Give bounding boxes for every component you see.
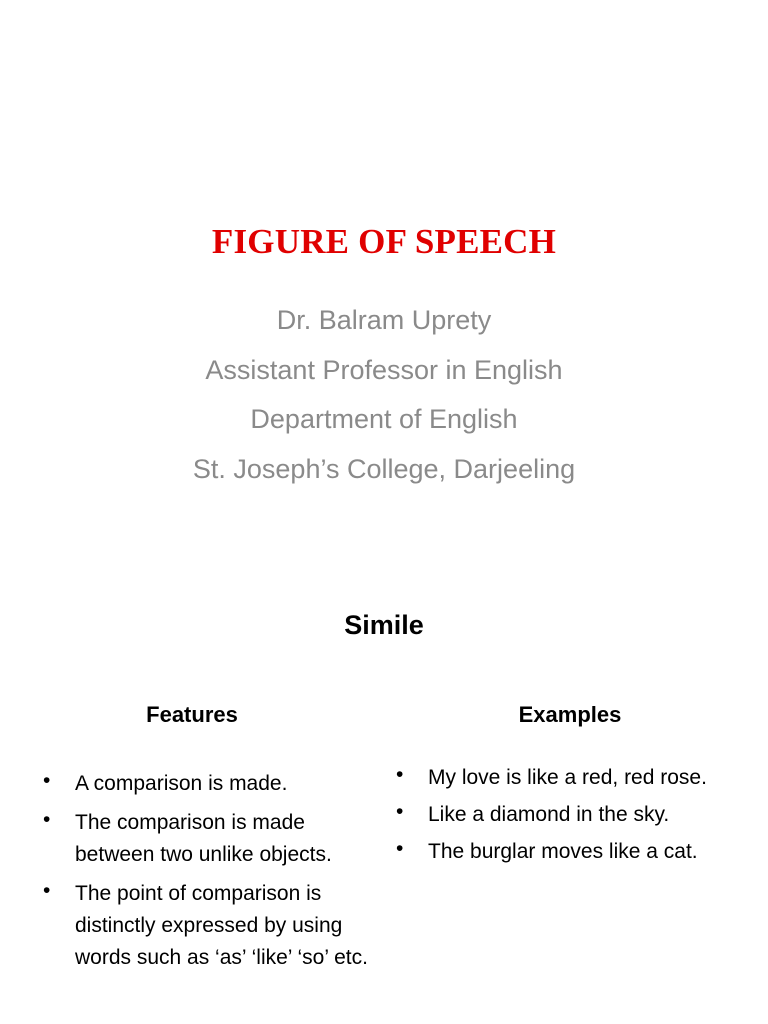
examples-list	[396, 762, 726, 873]
simile-title: Simile	[344, 610, 424, 640]
feature-item: • The point of comparison is distinctly expressed by using words such as ‘as’ ‘like’ ‘so’ etc.	[43, 878, 373, 974]
slide-title: FIGURE OF SPEECH	[211, 222, 557, 261]
slide-subtitle	[0, 296, 768, 494]
feature-item: • A comparison is made.	[43, 768, 373, 800]
author-name: Dr. Balram Uprety	[276, 305, 492, 335]
feature-item: • The comparison is made between two unlike objects.	[43, 807, 373, 871]
example-item: • My love is like a red, red rose.	[396, 762, 726, 794]
features-heading: Features	[146, 702, 238, 727]
author-position: Assistant Professor in English	[205, 354, 563, 385]
simile-slide	[0, 576, 768, 1024]
example-item: • Like a diamond in the sky.	[396, 799, 726, 831]
examples-heading: Examples	[518, 702, 622, 727]
author-institution: St. Joseph’s College, Darjeeling	[192, 453, 576, 484]
features-list	[43, 768, 373, 981]
example-item: • The burglar moves like a cat.	[396, 836, 726, 868]
author-department: Department of English	[250, 404, 518, 434]
